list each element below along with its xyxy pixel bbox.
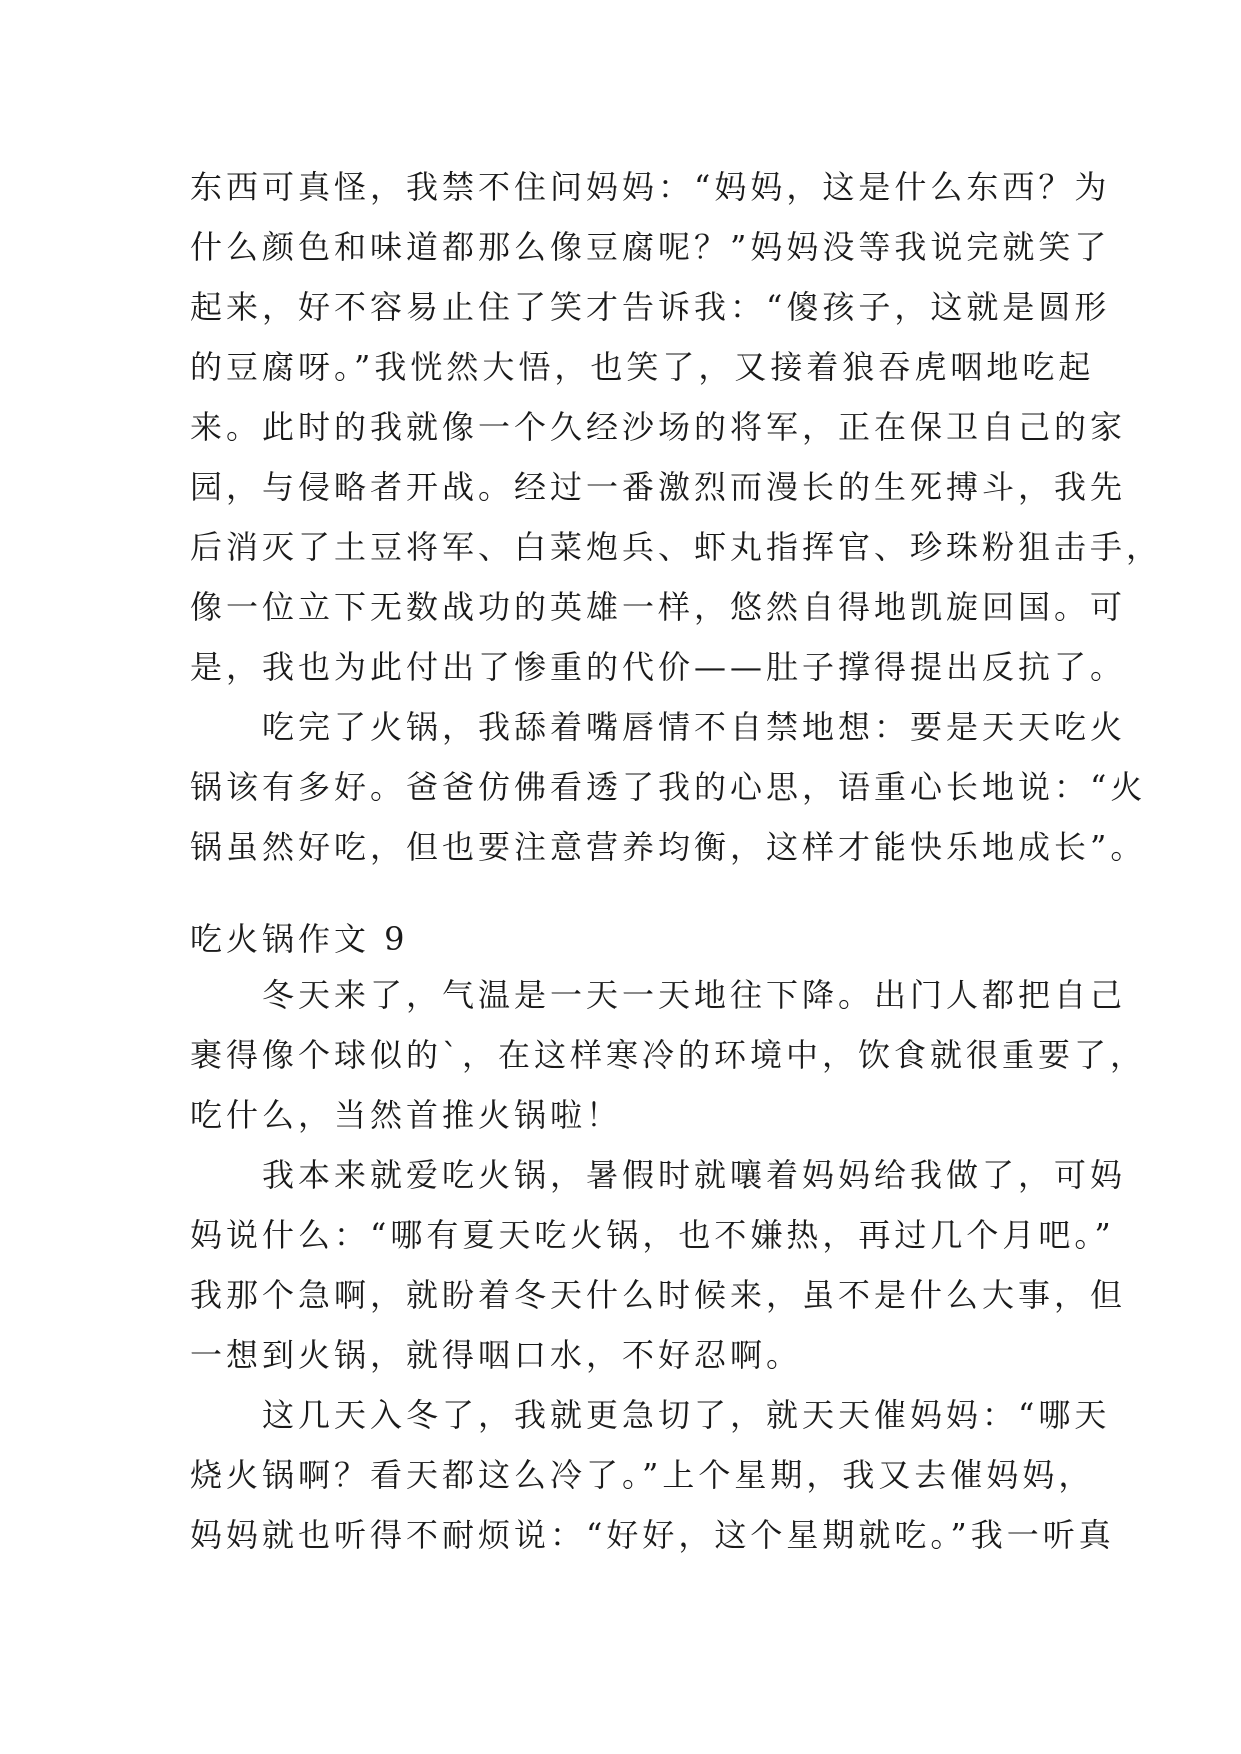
text-line: 这几天入冬了，我就更急切了，就天天催妈妈：“哪天 (190, 1396, 1111, 1434)
text-line: 是，我也为此付出了惨重的代价——肚子撑得提出反抗了。 (190, 648, 1127, 686)
text-line: 锅虽然好吃，但也要注意营养均衡，这样才能快乐地成长”。 (190, 828, 1147, 866)
text-line: 什么颜色和味道都那么像豆腐呢？”妈妈没等我说完就笑了 (190, 228, 1111, 266)
text-line: 妈说什么：“哪有夏天吃火锅，也不嫌热，再过几个月吧。” (190, 1216, 1115, 1254)
section-heading: 吃火锅作文 9 (190, 920, 409, 958)
text-line: 冬天来了，气温是一天一天地往下降。出门人都把自己 (190, 976, 1127, 1014)
text-line: 锅该有多好。爸爸仿佛看透了我的心思，语重心长地说：“火 (190, 768, 1147, 806)
text-line: 起来，好不容易止住了笑才告诉我：“傻孩子，这就是圆形 (190, 288, 1111, 326)
text-line: 妈妈就也听得不耐烦说：“好好，这个星期就吃。”我一听真 (190, 1516, 1115, 1554)
text-line: 裹得像个球似的`，在这样寒冷的环境中，饮食就很重要了， (190, 1036, 1147, 1074)
essay-section-previous (190, 157, 1163, 877)
text-line: 园，与侵略者开战。经过一番激烈而漫长的生死搏斗，我先 (190, 468, 1127, 506)
text-line: 吃什么，当然首推火锅啦！ (190, 1096, 623, 1134)
text-line: 我本来就爱吃火锅，暑假时就嚷着妈妈给我做了，可妈 (190, 1156, 1127, 1194)
text-line: 来。此时的我就像一个久经沙场的将军，正在保卫自己的家 (190, 408, 1127, 446)
text-line: 后消灭了土豆将军、白菜炮兵、虾丸指挥官、珍珠粉狙击手， (190, 528, 1163, 566)
text-line: 一想到火锅，就得咽口水，不好忍啊。 (190, 1336, 803, 1374)
text-line: 烧火锅啊？看天都这么冷了。”上个星期，我又去催妈妈， (190, 1456, 1095, 1494)
text-line: 像一位立下无数战功的英雄一样，悠然自得地凯旋回国。可 (190, 588, 1127, 626)
text-line: 吃完了火锅，我舔着嘴唇情不自禁地想：要是天天吃火 (190, 708, 1127, 746)
text-line: 我那个急啊，就盼着冬天什么时候来，虽不是什么大事，但 (190, 1276, 1127, 1314)
essay-section-9 (190, 965, 1147, 1565)
text-line: 东西可真怪，我禁不住问妈妈：“妈妈，这是什么东西？为 (190, 168, 1111, 206)
text-line: 的豆腐呀。”我恍然大悟，也笑了，又接着狼吞虎咽地吃起 (190, 348, 1095, 386)
